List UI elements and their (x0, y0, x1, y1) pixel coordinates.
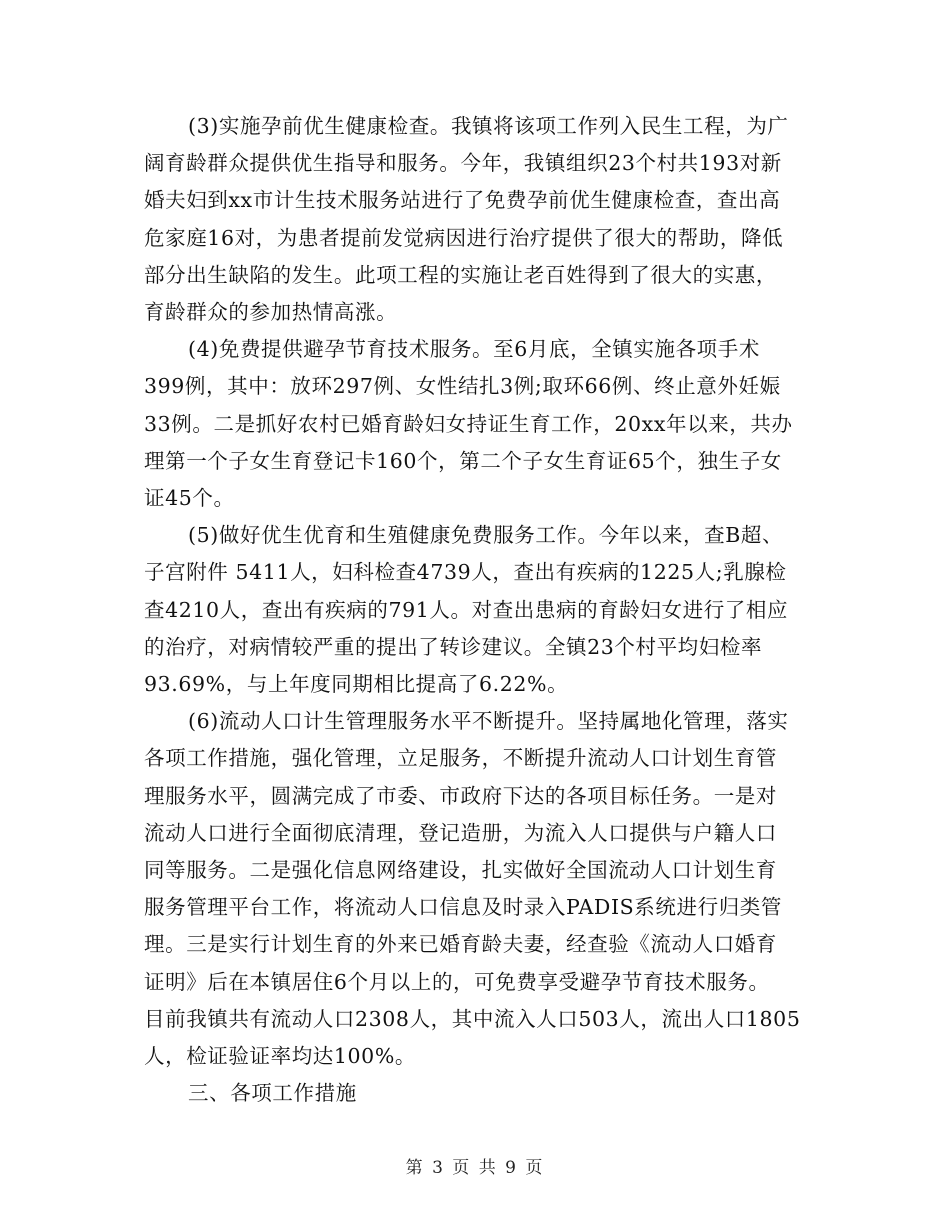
text-line: 流动人口进行全面彻底清理，登记造册，为流入人口提供与户籍人口 (144, 820, 777, 845)
text-line: 婚夫妇到xx市计生技术服务站进行了免费孕前优生健康检查，查出高 (144, 188, 781, 213)
text-line: 子宫附件 5411人，妇科检查4739人，查出有疾病的1225人;乳腺检 (144, 560, 787, 585)
text-line: 育龄群众的参加热情高涨。 (144, 300, 398, 325)
text-line: 人，检证验证率均达100%。 (144, 1044, 417, 1069)
text-line: 服务管理平台工作，将流动人口信息及时录入PADIS系统进行归类管 (144, 895, 782, 920)
text-line: 93.69%，与上年度同期相比提高了6.22%。 (144, 672, 569, 697)
text-line: (4)免费提供避孕节育技术服务。至6月底，全镇实施各项手术 (188, 337, 760, 362)
page-footer (0, 1153, 950, 1178)
paragraph-floating-population (144, 703, 814, 1075)
text-line: 同等服务。二是强化信息网络建设，扎实做好全国流动人口计划生育 (144, 858, 777, 883)
document-body (144, 108, 814, 1112)
text-line: (6)流动人口计生管理服务水平不断提升。坚持属地化管理，落实 (188, 709, 789, 734)
text-line: 理服务水平，圆满完成了市委、市政府下达的各项目标任务。一是对 (144, 783, 777, 808)
paragraph-reproductive-health (144, 517, 814, 703)
paragraph-contraception-service (144, 331, 814, 517)
text-line: (3)实施孕前优生健康检查。我镇将该项工作列入民生工程，为广 (188, 114, 789, 138)
text-line: (5)做好优生优育和生殖健康免费服务工作。今年以来，查B超、 (188, 523, 784, 548)
text-line: 部分出生缺陷的发生。此项工程的实施让老百姓得到了很大的实惠， (144, 262, 777, 287)
text-line: 查4210人，查出有疾病的791人。对查出患病的育龄妇女进行了相应 (144, 597, 789, 622)
text-line: 的治疗，对病情较严重的提出了转诊建议。全镇23个村平均妇检率 (144, 634, 763, 659)
text-line: 33例。二是抓好农村已婚育龄妇女持证生育工作，20xx年以来，共办 (144, 411, 793, 436)
text-line: 目前我镇共有流动人口2308人，其中流入人口503人，流出人口1805 (144, 1006, 801, 1031)
page-number-label: 第 3 页 共 9 页 (405, 1158, 545, 1178)
paragraph-pregnancy-checkup (144, 108, 814, 331)
text-line: 阔育龄群众提供优生指导和服务。今年，我镇组织23个村共193对新 (144, 151, 782, 176)
section-heading-work-measures (144, 1075, 814, 1112)
text-line: 证明》后在本镇居住6个月以上的，可免费享受避孕节育技术服务。 (144, 969, 770, 994)
heading-text: 三、各项工作措施 (188, 1081, 357, 1106)
text-line: 理。三是实行计划生育的外来已婚育龄夫妻，经查验《流动人口婚育 (144, 932, 777, 957)
text-line: 各项工作措施，强化管理，立足服务，不断提升流动人口计划生育管 (144, 746, 777, 771)
text-line: 理第一个子女生育登记卡160个，第二个子女生育证65个，独生子女 (144, 448, 782, 473)
text-line: 证45个。 (144, 486, 235, 511)
text-line: 危家庭16对，为患者提前发觉病因进行治疗提供了很大的帮助，降低 (144, 225, 784, 250)
text-line: 399例，其中：放环297例、女性结扎3例;取环66例、终止意外妊娠 (144, 374, 781, 399)
